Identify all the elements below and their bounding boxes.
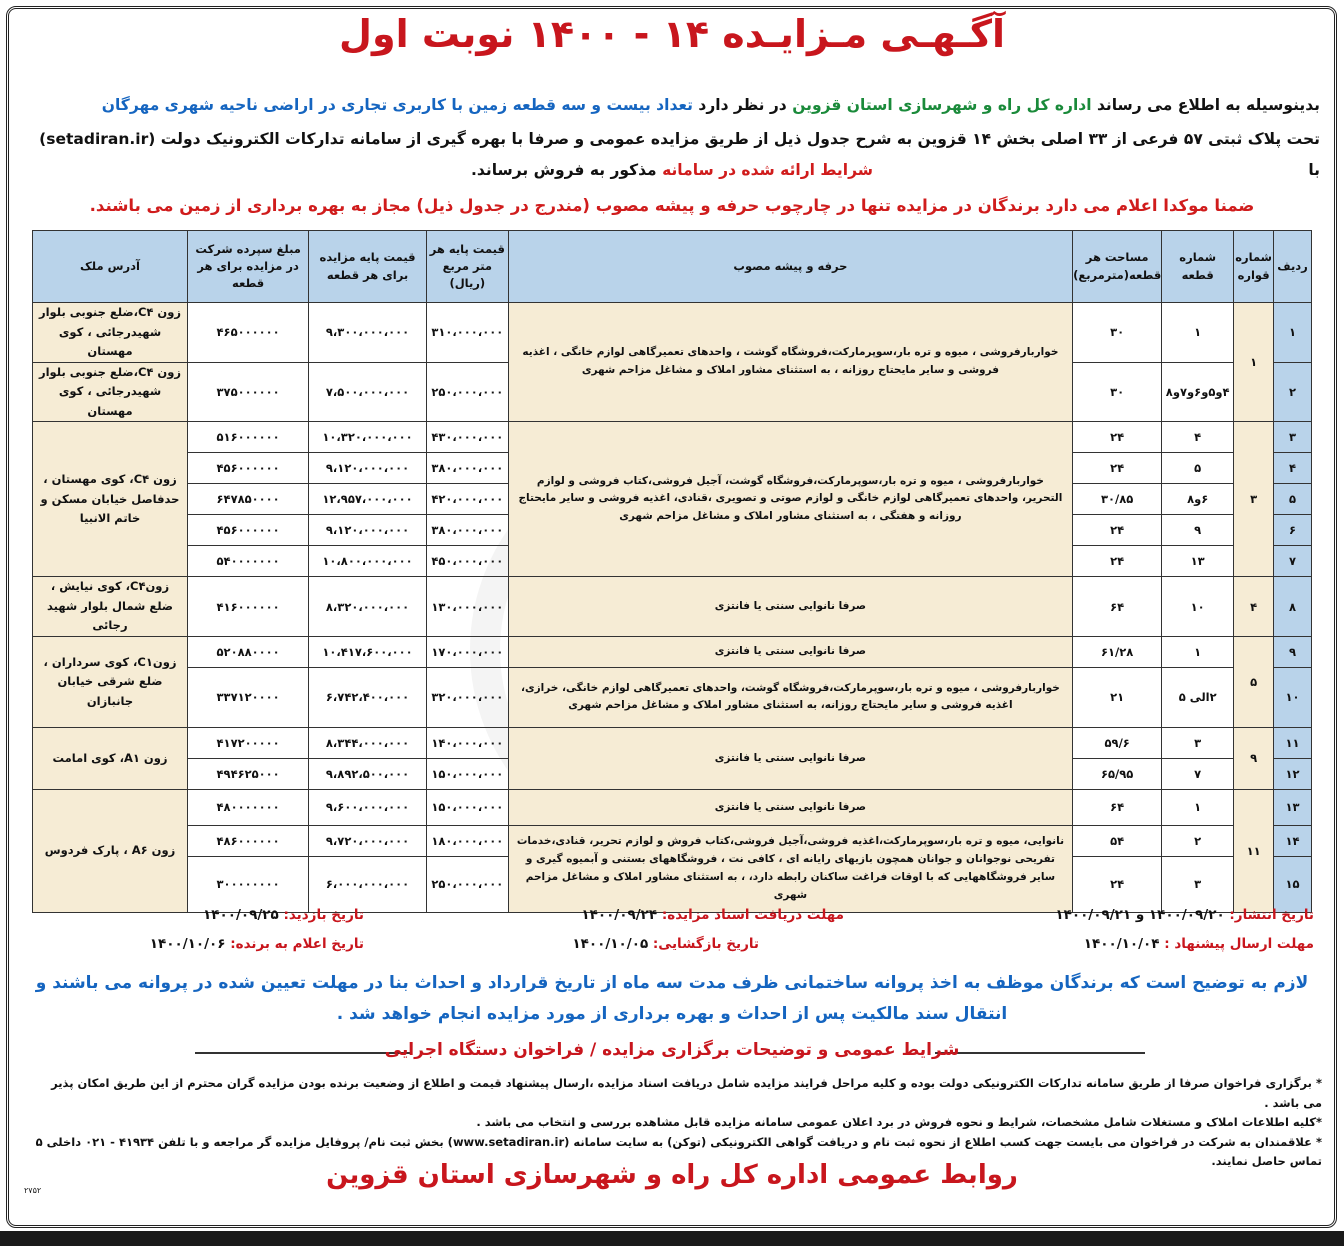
cell-qavareh: ۴ bbox=[1234, 577, 1274, 637]
publish-date bbox=[1055, 907, 1314, 923]
cell-radif: ۹ bbox=[1274, 636, 1312, 667]
cell-area: ۳۰/۸۵ bbox=[1073, 484, 1162, 515]
cell-qeteh: ۳ bbox=[1162, 856, 1234, 912]
cell-address: زون A۶ ، پارک فردوس bbox=[33, 789, 188, 912]
cell-trade: صرفا نانوایی سنتی یا فانتزی bbox=[508, 727, 1072, 789]
visit-date bbox=[203, 907, 364, 923]
cell-deposit: ۵۲۰۸۸۰۰۰۰ bbox=[188, 636, 309, 667]
header-qeteh: شماره قطعه bbox=[1162, 231, 1234, 303]
offer-value: ۱۴۰۰/۱۰/۰۴ bbox=[1083, 936, 1160, 952]
cell-radif: ۱۵ bbox=[1274, 856, 1312, 912]
cell-qeteh: ۳ bbox=[1162, 727, 1234, 758]
footer-signature: روابط عمومی اداره کل راه و شهرسازی استان قزوین bbox=[326, 1160, 1018, 1190]
intro-text-a: بدینوسیله به اطلاع می رساند bbox=[1096, 96, 1320, 114]
cell-area: ۲۴ bbox=[1073, 515, 1162, 546]
cell-area: ۶۱/۲۸ bbox=[1073, 636, 1162, 667]
cell-trade: صرفا نانوایی سنتی یا فانتزی bbox=[508, 577, 1072, 637]
cell-radif: ۱۳ bbox=[1274, 789, 1312, 825]
intro-paragraph-2: تحت پلاک ثبتی ۵۷ فرعی از ۳۳ اصلی بخش ۱۴ قزوین به شرح جدول ذیل از طریق مزایده عمومی و صرفا با بهره گیری از سامانه تدارکات الکترونیک دولت (setadiran.ir) با bbox=[39, 130, 1320, 179]
cell-base-m2: ۲۵۰،۰۰۰،۰۰۰ bbox=[426, 856, 508, 912]
cell-qeteh: ۴ bbox=[1162, 422, 1234, 453]
cell-deposit: ۴۱۶۰۰۰۰۰۰ bbox=[188, 577, 309, 637]
cell-qeteh: ۱ bbox=[1162, 789, 1234, 825]
cell-radif: ۱۱ bbox=[1274, 727, 1312, 758]
cell-qavareh: ۱۱ bbox=[1234, 789, 1274, 912]
notice-title: آگـهـی مـزایـده ۱۴ - ۱۴۰۰ نوبت اول bbox=[339, 12, 1005, 56]
table-row bbox=[33, 825, 1312, 856]
table-row bbox=[33, 303, 1312, 363]
cell-base-total: ۱۰،۴۱۷،۶۰۰،۰۰۰ bbox=[309, 636, 427, 667]
header-deposit: مبلغ سپرده شرکت در مزایده برای هر قطعه bbox=[188, 231, 309, 303]
cell-base-total: ۷،۵۰۰،۰۰۰،۰۰۰ bbox=[309, 362, 427, 422]
building-permit-note: لازم به توضیح است که برندگان موظف به اخذ پروانه ساختمانی ظرف مدت سه ماه از تاریخ قرارداد و احداث بنا در مهلت تعیین شده در پروانه می باشند و انتقال سند مالکیت پس از احداث و بهره برداری از مورد مزایده انجام خواهد شد . bbox=[35, 973, 1309, 1024]
winner-label: تاریخ اعلام به برنده: bbox=[230, 936, 364, 952]
table-row bbox=[33, 667, 1312, 727]
cell-qeteh: ۹ bbox=[1162, 515, 1234, 546]
open-date bbox=[572, 936, 759, 952]
doc-deadline bbox=[581, 907, 844, 923]
cell-base-m2: ۲۵۰،۰۰۰،۰۰۰ bbox=[426, 362, 508, 422]
doc-label: مهلت دریافت اسناد مزایده: bbox=[661, 907, 844, 923]
table-row bbox=[33, 789, 1312, 825]
cell-deposit: ۵۱۶۰۰۰۰۰۰ bbox=[188, 422, 309, 453]
visit-value: ۱۴۰۰/۰۹/۲۵ bbox=[203, 907, 279, 923]
header-radif: ردیف bbox=[1274, 231, 1312, 303]
cell-radif: ۱۲ bbox=[1274, 758, 1312, 789]
auction-table bbox=[32, 230, 1312, 913]
cell-radif: ۱۰ bbox=[1274, 667, 1312, 727]
cell-qavareh: ۵ bbox=[1234, 636, 1274, 727]
cell-address: زون C۴، کوی مهستان ، حدفاصل خیابان مسکن و خاتم الانبیا bbox=[33, 422, 188, 577]
publish-label: تاریخ انتشار: bbox=[1229, 907, 1314, 923]
cell-base-m2: ۱۸۰،۰۰۰،۰۰۰ bbox=[426, 825, 508, 856]
offer-label: مهلت ارسال پیشنهاد : bbox=[1164, 936, 1314, 952]
cell-qeteh: ۴و۵و۶و۷و۸ bbox=[1162, 362, 1234, 422]
cell-deposit: ۴۱۷۲۰۰۰۰۰ bbox=[188, 727, 309, 758]
intro-paragraph-3 bbox=[300, 155, 1044, 186]
winner-value: ۱۴۰۰/۱۰/۰۶ bbox=[149, 936, 226, 952]
doc-value: ۱۴۰۰/۰۹/۲۴ bbox=[581, 907, 658, 923]
open-value: ۱۴۰۰/۱۰/۰۵ bbox=[572, 936, 649, 952]
cell-address: زون C۴،ضلع جنوبی بلوار شهیدرجائی ، کوی مهستان bbox=[33, 303, 188, 363]
header-area: مساحت هر قطعه(مترمربع) bbox=[1073, 231, 1162, 303]
intro-text-p3a: شرایط ارائه شده در سامانه bbox=[662, 161, 873, 179]
cell-radif: ۷ bbox=[1274, 546, 1312, 577]
header-base-total: قیمت پایه مزایده برای هر قطعه bbox=[309, 231, 427, 303]
cell-base-m2: ۱۳۰،۰۰۰،۰۰۰ bbox=[426, 577, 508, 637]
cell-qeteh: ۱۰ bbox=[1162, 577, 1234, 637]
header-qavareh: شماره قواره bbox=[1234, 231, 1274, 303]
cell-base-total: ۸،۳۲۰،۰۰۰،۰۰۰ bbox=[309, 577, 427, 637]
cell-qeteh: ۱ bbox=[1162, 636, 1234, 667]
cell-deposit: ۴۸۰۰۰۰۰۰۰ bbox=[188, 789, 309, 825]
cell-radif: ۶ bbox=[1274, 515, 1312, 546]
cell-deposit: ۴۸۶۰۰۰۰۰۰ bbox=[188, 825, 309, 856]
cell-base-m2: ۴۵۰،۰۰۰،۰۰۰ bbox=[426, 546, 508, 577]
cell-base-m2: ۴۲۰،۰۰۰،۰۰۰ bbox=[426, 484, 508, 515]
conditions-title: شرایط عمومی و توضیحات برگزاری مزایده / فراخوان دستگاه اجرایی bbox=[384, 1040, 960, 1060]
cell-radif: ۳ bbox=[1274, 422, 1312, 453]
cell-area: ۵۹/۶ bbox=[1073, 727, 1162, 758]
cell-qeteh: ۲الی ۵ bbox=[1162, 667, 1234, 727]
cell-base-m2: ۳۱۰،۰۰۰،۰۰۰ bbox=[426, 303, 508, 363]
cell-deposit: ۵۴۰۰۰۰۰۰۰ bbox=[188, 546, 309, 577]
cell-trade: نانوایی، میوه و تره بار،سوپرمارکت،اغذیه فروشی،آجیل فروشی،کتاب فروش و لوازم تحریر، قنادی،خدمات تفریحی نوجوانان و جوانان همچون بازیهای رایانه ای ، کافی نت ، فروشگاههای بستنی و آبمیوه گیری و سایر فروشگاههایی که با اوقات فراغت ساکنان رابطه دارد، ، به استثنای مشاور املاک و مشاغل مزاحم شهری bbox=[508, 825, 1072, 912]
list-item: * علاقمندان به شرکت در فراخوان می بایست جهت کسب اطلاع از نحوه ثبت نام و دریافت گواهی الکترونیکی (توکن) به سایت سامانه (www.setadiran.ir) بخش ثبت نام/ پروفایل مزایده گر مراجعه و با تلفن ۴۱۹۳۴ - ۰۲۱ داخلی ۵ تماس حاصل نمایند. bbox=[35, 1134, 1322, 1168]
conditions-list bbox=[32, 1074, 1322, 1172]
cell-base-total: ۹،۷۲۰،۰۰۰،۰۰۰ bbox=[309, 825, 427, 856]
intro-text-c: تعداد بیست و سه قطعه زمین با کاربری تجاری در اراضی ناحیه شهری مهرگان bbox=[101, 96, 693, 114]
cell-base-total: ۱۰،۳۲۰،۰۰۰،۰۰۰ bbox=[309, 422, 427, 453]
cell-qeteh: ۱ bbox=[1162, 303, 1234, 363]
cell-area: ۶۴ bbox=[1073, 577, 1162, 637]
cell-area: ۶۴ bbox=[1073, 789, 1162, 825]
cell-trade: خواربارفروشی ، میوه و تره بار،سوپرمارکت،فروشگاه گوشت، آجیل فروشی،کتاب فروشی و لوازم التحریر، واحدهای تعمیرگاهی لوازم خانگی و لوازم صوتی و تصویری ،قنادی، اغذیه فروشی و سایر مایحتاج روزانه و هفتگی ، به استثنای مشاور املاک و مشاغل مزاحم شهری bbox=[508, 422, 1072, 577]
cell-area: ۳۰ bbox=[1073, 303, 1162, 363]
cell-deposit: ۴۹۴۶۲۵۰۰۰ bbox=[188, 758, 309, 789]
table-row bbox=[33, 636, 1312, 667]
cell-base-total: ۱۰،۸۰۰،۰۰۰،۰۰۰ bbox=[309, 546, 427, 577]
cell-radif: ۸ bbox=[1274, 577, 1312, 637]
cell-base-m2: ۱۵۰،۰۰۰،۰۰۰ bbox=[426, 758, 508, 789]
cell-base-total: ۶،۰۰۰،۰۰۰،۰۰۰ bbox=[309, 856, 427, 912]
warning-text: ضمنا موکدا اعلام می دارد برندگان در مزایده تنها در چارچوب حرفه و پیشه مصوب (مندرج در جدول ذیل) مجاز به بهره برداری از زمین می باشند. bbox=[89, 196, 1255, 215]
cell-base-total: ۹،۳۰۰،۰۰۰،۰۰۰ bbox=[309, 303, 427, 363]
cell-base-total: ۸،۳۴۴،۰۰۰،۰۰۰ bbox=[309, 727, 427, 758]
list-item: * برگزاری فراخوان صرفا از طریق سامانه تدارکات الکترونیکی دولت بوده و کلیه مراحل فرایند مزایده شامل دریافت اسناد مزایده ،ارسال پیشنهاد قیمت و اطلاع از وضعیت برنده بودن مزایده گران محترم از این طریق امکان پذیر می باشد . bbox=[51, 1076, 1322, 1110]
intro-paragraph-1 bbox=[24, 90, 1320, 121]
notice-code: ۲۷۵۲ bbox=[24, 1186, 42, 1195]
winner-date bbox=[150, 936, 364, 952]
cell-base-total: ۱۲،۹۵۷،۰۰۰،۰۰۰ bbox=[309, 484, 427, 515]
cell-base-total: ۶،۷۴۲،۴۰۰،۰۰۰ bbox=[309, 667, 427, 727]
offer-deadline bbox=[1084, 936, 1314, 952]
table-row bbox=[33, 422, 1312, 453]
cell-address: زونC۱، کوی سرداران ، ضلع شرقی خیابان جانبازان bbox=[33, 636, 188, 727]
cell-qeteh: ۷ bbox=[1162, 758, 1234, 789]
cell-base-m2: ۳۸۰،۰۰۰،۰۰۰ bbox=[426, 515, 508, 546]
cell-deposit: ۳۷۵۰۰۰۰۰۰ bbox=[188, 362, 309, 422]
cell-deposit: ۳۳۷۱۲۰۰۰۰ bbox=[188, 667, 309, 727]
cell-area: ۶۵/۹۵ bbox=[1073, 758, 1162, 789]
cell-area: ۲۴ bbox=[1073, 422, 1162, 453]
cell-radif: ۱۴ bbox=[1274, 825, 1312, 856]
visit-label: تاریخ بازدید: bbox=[283, 907, 364, 923]
cell-address: زون C۴،ضلع جنوبی بلوار شهیدرجائی ، کوی مهستان bbox=[33, 362, 188, 422]
cell-area: ۲۴ bbox=[1073, 453, 1162, 484]
cell-radif: ۵ bbox=[1274, 484, 1312, 515]
header-base-m2: قیمت پایه هر متر مربع (ریال) bbox=[426, 231, 508, 303]
cell-qeteh: ۱۳ bbox=[1162, 546, 1234, 577]
header-trade: حرفه و پیشه مصوب bbox=[508, 231, 1072, 303]
cell-area: ۲۴ bbox=[1073, 546, 1162, 577]
cell-base-total: ۹،۸۹۲،۵۰۰،۰۰۰ bbox=[309, 758, 427, 789]
cell-radif: ۲ bbox=[1274, 362, 1312, 422]
open-label: تاریخ بازگشایی: bbox=[652, 936, 759, 952]
header-address: آدرس ملک bbox=[33, 231, 188, 303]
cell-deposit: ۶۴۷۸۵۰۰۰۰ bbox=[188, 484, 309, 515]
cell-trade: صرفا نانوایی سنتی یا فانتزی bbox=[508, 789, 1072, 825]
cell-address: زون A۱، کوی امامت bbox=[33, 727, 188, 789]
table-header-row bbox=[33, 231, 1312, 303]
cell-qavareh: ۳ bbox=[1234, 422, 1274, 577]
cell-base-m2: ۴۳۰،۰۰۰،۰۰۰ bbox=[426, 422, 508, 453]
cell-base-m2: ۱۵۰،۰۰۰،۰۰۰ bbox=[426, 789, 508, 825]
cell-radif: ۱ bbox=[1274, 303, 1312, 363]
cell-qavareh: ۱ bbox=[1234, 303, 1274, 422]
bottom-bar bbox=[0, 1231, 1344, 1246]
intro-org: اداره کل راه و شهرسازی استان قزوین bbox=[792, 96, 1092, 114]
intro-text-b: در نظر دارد bbox=[698, 96, 787, 114]
cell-base-m2: ۳۲۰،۰۰۰،۰۰۰ bbox=[426, 667, 508, 727]
cell-address: زونC۴، کوی نیایش ، ضلع شمال بلوار شهید رجائی bbox=[33, 577, 188, 637]
cell-base-m2: ۱۴۰،۰۰۰،۰۰۰ bbox=[426, 727, 508, 758]
cell-area: ۳۰ bbox=[1073, 362, 1162, 422]
cell-trade: صرفا نانوایی سنتی یا فانتزی bbox=[508, 636, 1072, 667]
cell-deposit: ۴۵۶۰۰۰۰۰۰ bbox=[188, 453, 309, 484]
table-row bbox=[33, 727, 1312, 758]
cell-area: ۵۴ bbox=[1073, 825, 1162, 856]
cell-trade: خواربارفروشی ، میوه و تره بار،سوپرمارکت،فروشگاه گوشت ، واحدهای تعمیرگاهی لوازم خانگی ، اغذیه فروشی و سایر مایحتاج روزانه ، به استثنای مشاور املاک و مشاغل مزاحم شهری bbox=[508, 303, 1072, 422]
intro-text-p3b: مذکور به فروش برساند. bbox=[471, 161, 657, 179]
cell-qeteh: ۲ bbox=[1162, 825, 1234, 856]
table-row bbox=[33, 577, 1312, 637]
cell-area: ۲۴ bbox=[1073, 856, 1162, 912]
cell-base-total: ۹،۶۰۰،۰۰۰،۰۰۰ bbox=[309, 789, 427, 825]
cell-base-m2: ۳۸۰،۰۰۰،۰۰۰ bbox=[426, 453, 508, 484]
cell-base-total: ۹،۱۲۰،۰۰۰،۰۰۰ bbox=[309, 453, 427, 484]
list-item: *کلیه اطلاعات املاک و مستغلات شامل مشخصات، شرایط و نحوه فروش در برد اعلان عمومی سامانه مزایده قابل مشاهده بررسی و انتخاب می باشد . bbox=[476, 1115, 1322, 1129]
cell-trade: خواربارفروشی ، میوه و تره بار،سوپرمارکت،فروشگاه گوشت، واحدهای تعمیرگاهی لوازم خانگی، خرازی، اغذیه فروشی و سایر مایحتاج روزانه، به استثنای مشاور املاک و مشاغل مزاحم شهری bbox=[508, 667, 1072, 727]
cell-base-total: ۹،۱۲۰،۰۰۰،۰۰۰ bbox=[309, 515, 427, 546]
cell-qavareh: ۹ bbox=[1234, 727, 1274, 789]
cell-deposit: ۴۶۵۰۰۰۰۰۰ bbox=[188, 303, 309, 363]
cell-qeteh: ۵ bbox=[1162, 453, 1234, 484]
cell-qeteh: ۶و۸ bbox=[1162, 484, 1234, 515]
cell-base-m2: ۱۷۰،۰۰۰،۰۰۰ bbox=[426, 636, 508, 667]
publish-value: ۱۴۰۰/۰۹/۲۰ و ۱۴۰۰/۰۹/۲۱ bbox=[1055, 907, 1225, 923]
cell-area: ۲۱ bbox=[1073, 667, 1162, 727]
cell-deposit: ۴۵۶۰۰۰۰۰۰ bbox=[188, 515, 309, 546]
cell-radif: ۴ bbox=[1274, 453, 1312, 484]
cell-deposit: ۳۰۰۰۰۰۰۰۰ bbox=[188, 856, 309, 912]
